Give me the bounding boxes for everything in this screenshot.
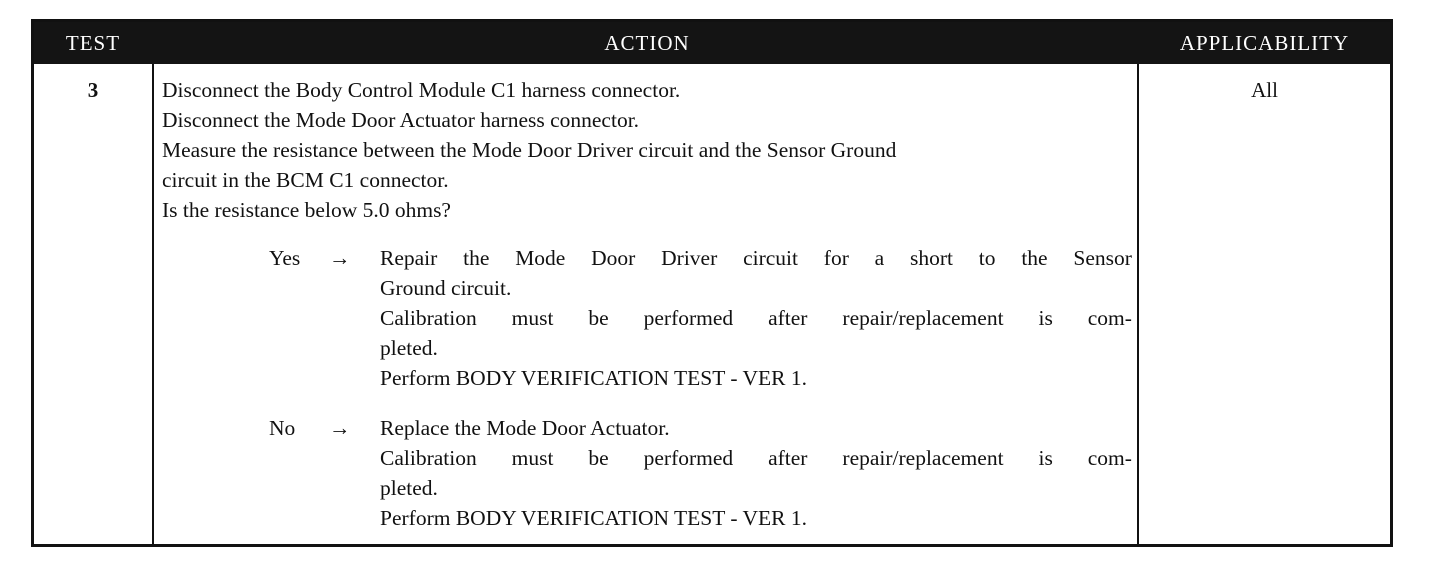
justified-word: repair/replacement xyxy=(842,446,1004,470)
yes-instructions xyxy=(380,243,1132,393)
justified-word: Sensor xyxy=(1073,246,1132,270)
justified-word: short xyxy=(910,246,953,270)
justified-word: a xyxy=(874,246,885,270)
justified-word: Door xyxy=(591,246,636,270)
justified-word: be xyxy=(588,446,609,470)
action-step: Disconnect the Mode Door Actuator harness connector. xyxy=(162,108,640,132)
header-applicability: APPLICABILITY xyxy=(1179,31,1350,55)
no-line-1: Replace the Mode Door Actuator. xyxy=(380,416,670,440)
yes-line-2: Ground circuit. xyxy=(380,276,512,300)
column-divider xyxy=(152,64,154,544)
test-number: 3 xyxy=(87,78,99,102)
action-step: Measure the resistance between the Mode Door Driver circuit and the Sensor Ground xyxy=(162,138,897,162)
applicability-value: All xyxy=(1251,78,1278,102)
justified-word: performed xyxy=(643,446,734,470)
action-step: Disconnect the Body Control Module C1 harness connector. xyxy=(162,78,681,102)
yes-line-1 xyxy=(380,243,1132,273)
action-steps xyxy=(162,75,1134,225)
justified-word: must xyxy=(511,446,554,470)
justified-word: the xyxy=(1021,246,1048,270)
justified-word: circuit xyxy=(743,246,798,270)
justified-word: is xyxy=(1038,306,1053,330)
justified-word: is xyxy=(1038,446,1053,470)
justified-word: must xyxy=(511,306,554,330)
column-divider xyxy=(1137,64,1139,544)
justified-word: Calibration xyxy=(380,446,477,470)
no-line-4: Perform BODY VERIFICATION TEST - VER 1. xyxy=(380,506,808,530)
yes-arrow-icon: → xyxy=(329,246,351,270)
header-test: TEST xyxy=(65,31,121,55)
no-instructions xyxy=(380,413,1132,533)
yes-label: Yes xyxy=(269,246,301,270)
justified-word: to xyxy=(978,246,996,270)
justified-word: be xyxy=(588,306,609,330)
justified-word: Mode xyxy=(515,246,566,270)
justified-word: Calibration xyxy=(380,306,477,330)
justified-word: repair/replacement xyxy=(842,306,1004,330)
diagnostic-table xyxy=(31,19,1393,547)
action-step: circuit in the BCM C1 connector. xyxy=(162,168,449,192)
justified-word: after xyxy=(768,446,808,470)
yes-line-4: pleted. xyxy=(380,336,438,360)
table-header xyxy=(34,22,1390,64)
justified-word: com- xyxy=(1087,306,1132,330)
justified-word: Repair xyxy=(380,246,438,270)
no-arrow-icon: → xyxy=(329,416,351,440)
justified-word: performed xyxy=(643,306,734,330)
justified-word: Driver xyxy=(661,246,718,270)
justified-word: after xyxy=(768,306,808,330)
justified-word: the xyxy=(463,246,490,270)
no-line-3: pleted. xyxy=(380,476,438,500)
yes-line-3 xyxy=(380,303,1132,333)
yes-line-5: Perform BODY VERIFICATION TEST - VER 1. xyxy=(380,366,808,390)
header-action: ACTION xyxy=(604,31,690,55)
no-label: No xyxy=(269,416,296,440)
justified-word: for xyxy=(823,246,849,270)
justified-word: com- xyxy=(1087,446,1132,470)
action-step: Is the resistance below 5.0 ohms? xyxy=(162,198,451,222)
no-line-2 xyxy=(380,443,1132,473)
